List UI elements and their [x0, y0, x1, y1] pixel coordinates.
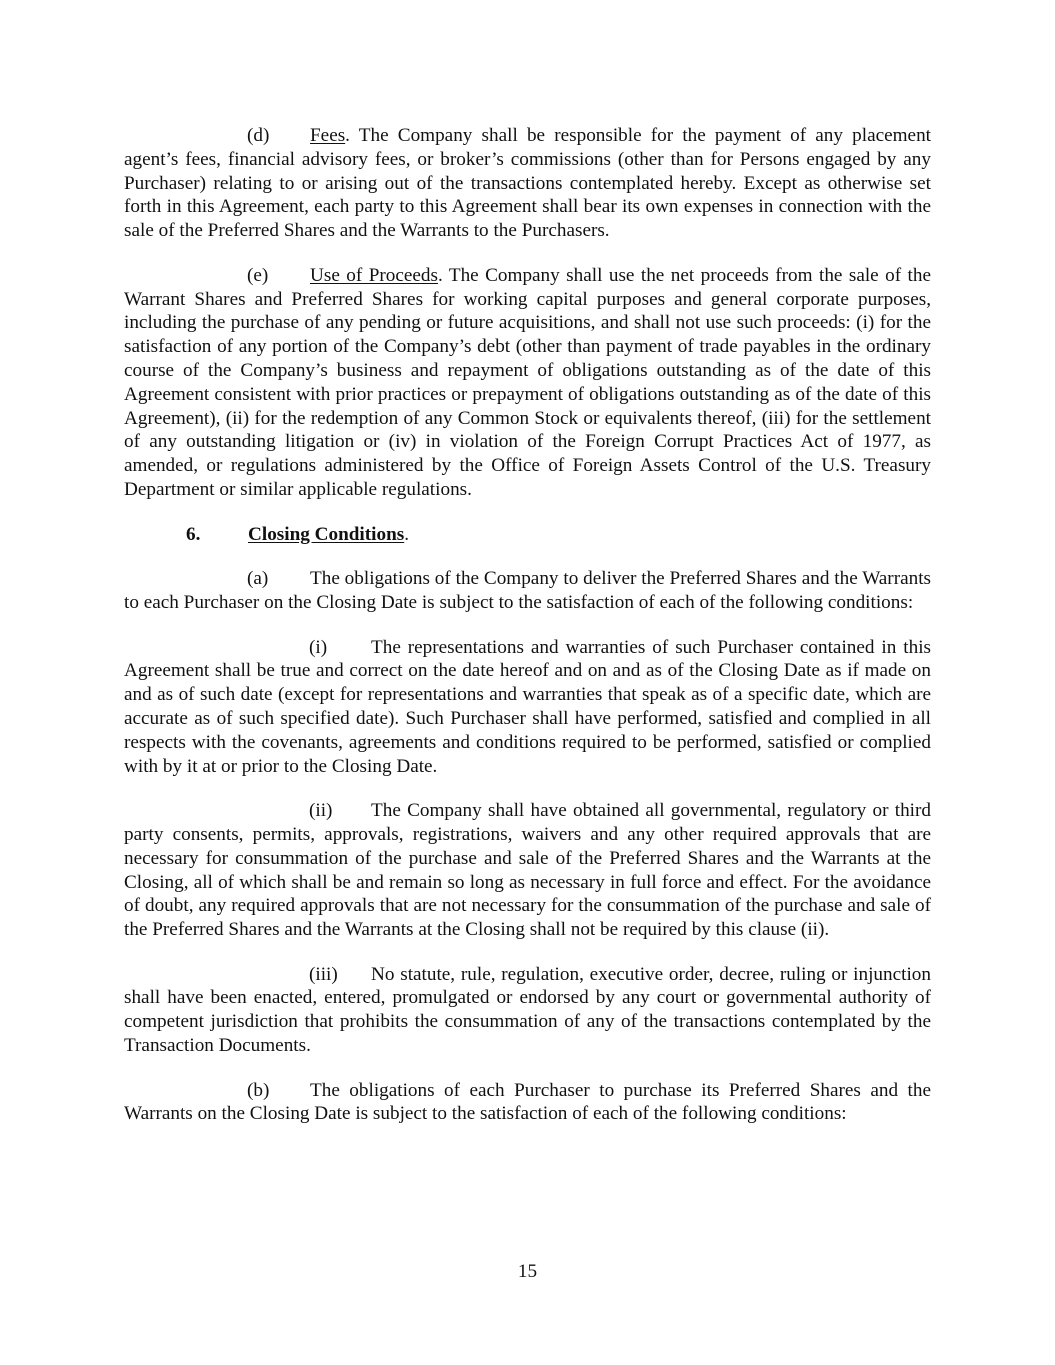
paragraph-number: (b) — [247, 1079, 270, 1101]
paragraph-d-fees — [124, 124, 931, 243]
paragraph-heading-use-of-proceeds: Use of Proceeds — [310, 264, 438, 286]
page-number: 15 — [517, 1261, 538, 1282]
paragraph-number: (e) — [247, 264, 269, 286]
paragraph-text: The representations and warranties of such Purchaser contained in this Agreement shall be true and correct on the date hereof and on and as of the Closing Date as if made on and as of such date (except for representations and warranties that speak as of a specific date, which are accurate as of such specified date). Such Purchaser shall have performed, satisfied and complied in all respects with the covenants, agreements and conditions required to be performed, satisfied or complied with by it at or prior to the Closing Date. — [124, 636, 931, 777]
paragraph-text: . The Company shall be responsible for the payment of any placement agent’s fees, financial advisory fees, or broker’s commissions (other than for Persons engaged by any Purchaser) relating to or arising out of the transactions contemplated hereby. Except as otherwise set forth in this Agreement, each party to this Agreement shall bear its own expenses in connection with the sale of the Preferred Shares and the Warrants to the Purchasers. — [124, 125, 931, 242]
paragraph-a — [124, 567, 931, 615]
paragraph-text: The obligations of each Purchaser to purchase its Preferred Shares and the Warrants on the Closing Date is subject to the satisfaction of each of the following conditions: — [124, 1079, 931, 1125]
paragraph-text: No statute, rule, regulation, executive order, decree, ruling or injunction shall have been enacted, entered, promulgated or endorsed by any court or governmental authority of competent jurisdiction that prohibits the consummation of any of the transactions contemplated by the Transaction Documents. — [124, 963, 931, 1057]
paragraph-text: The obligations of the Company to deliver the Preferred Shares and the Warrants to each Purchaser on the Closing Date is subject to the satisfaction of each of the following conditions: — [124, 568, 931, 613]
paragraph-number: (iii) — [309, 963, 338, 985]
section-6-heading — [124, 523, 931, 547]
section-title: Closing Conditions — [248, 523, 405, 545]
paragraph-a-ii — [124, 799, 931, 942]
paragraph-text: The Company shall have obtained all governmental, regulatory or third party consents, permits, approvals, registrations, waivers and any other required approvals that are necessary for consummation of the purchase and sale of the Preferred Shares and the Warrants at the Closing, all of which shall be and remain so long as necessary in full force and effect. For the avoidance of doubt, any required approvals that are not necessary for the consummation of the purchase and sale of the Preferred Shares and the Warrants at the Closing shall not be required by this clause (ii). — [124, 800, 931, 941]
paragraph-e-use-of-proceeds — [124, 264, 931, 502]
paragraph-number: (a) — [247, 568, 269, 590]
paragraph-number: (i) — [309, 636, 328, 658]
paragraph-number: (ii) — [309, 800, 333, 822]
document-body — [124, 124, 931, 1147]
paragraph-text: . The Company shall use the net proceeds from the sale of the Warrant Shares and Preferred Shares for working capital purposes and general corporate purposes, including the purchase of any pending or future acquisitions, and shall not use such proceeds: (i) for the satisfaction of any portion of the Company’s debt (other than payment of trade payables in the ordinary course of the Company’s business and repayment of obligations outstanding as of the date of this Agreement consistent with prior practices or prepayment of obligations outstanding as of the date of this Agreement), (ii) for the redemption of any Common Stock or equivalents thereof, (iii) for the settlement of any outstanding litigation or (iv) in violation of the Foreign Corrupt Practices Act of 1977, as amended, or regulations administered by the Office of Foreign Assets Control of the U.S. Treasury Department or similar applicable regulations. — [124, 264, 931, 500]
paragraph-a-iii — [124, 963, 931, 1058]
paragraph-a-i — [124, 636, 931, 779]
paragraph-heading-fees: Fees — [310, 125, 346, 146]
section-number: 6. — [186, 523, 201, 545]
paragraph-number: (d) — [247, 125, 270, 146]
section-title-period: . — [404, 523, 410, 545]
paragraph-b — [124, 1079, 931, 1127]
